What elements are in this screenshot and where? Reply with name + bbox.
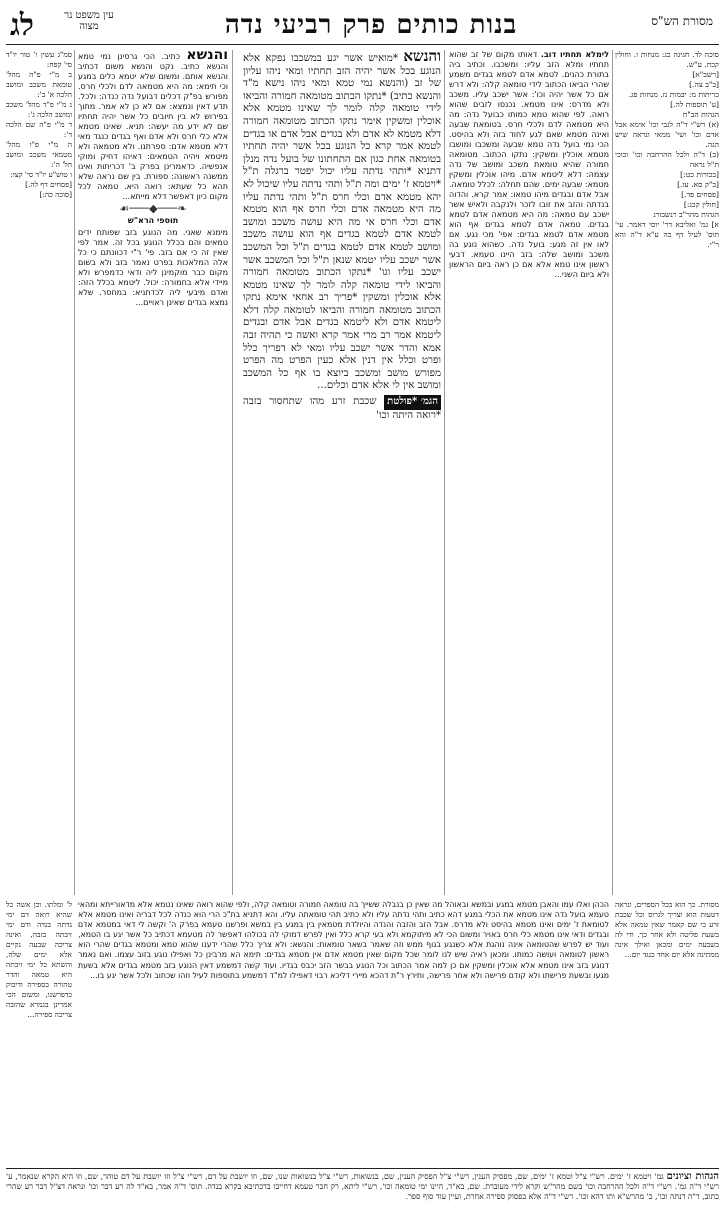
ein-mishpat-label: עין משפט נר מצוה: [64, 10, 114, 32]
margin-left-text: סמ"ג עשין ו' טור יו"ד סי' קפח: ב מ"י פ"ה מהל' טומאת משכב ומושב הלכה א' ב': ג מ"י פ"ד מהל' משכב ומושב הלכה ג': ד מ"י פ"ה שם הלכה ד': ה מ"י פ"ו מהל' מטמאי משכב ומושב הל' ה': ו טוש"ע יו"ד סי' קצו: [פסחים דף לה.] [סוכה כה:]: [6, 50, 72, 199]
rashi-text: דאותו מקום של זב שהוא תחתיו ומלא הזב עליו: ומשכבו. וכתיב ביה בתורת כהנים. לטמא אדם לטמא בגדים משמע שהרי הביאו הכתוב לידי טומאה קלה: ולא דרש אם כל אשר יהיה וכו': אשר ישכב עליו. משכב ולא מדרס: אינו מטמא. נכנסו לזבים שהוא רואה. לפי שהוא טמא כמותו כבועל נדה: מה היא מטמאה לדם ולכלי חרס. בטומאת שבעה ואינה מטמא שאם לגע לחוד בזה ולא בהיסט. הכי נמי בועל נדה טמא שבעה ומשכבו ומושבו מטמא אוכלין ומשקין: נתקו הכתוב. מטומאה חמורה שהיא טומאת משכב ומושב של נדה עצמה: דלא ליטמא אדם. מיהו אוכלין ומשקין מטמא: שבעה ימים. שהם תחלה: לכלל טומאה. אבל אדם ובגדים מיהו טמאו: אמר קרא. והדוה בנדתה והזב את זובו לזכר ולנקבה ולאיש אשר ישכב עם טמאה: מה היא מטמאה אדם לטמא בגדים. טמאה אדם לטמא בגדים אף הוא מטמא אדם לטמא בגדים: אפי' מכי נגע. אם לאו אין זה מגע: בועל נדה. כשהוא נוגע בה משכב ומושב שלה: בזב היינו טעמא. דבעי ראשון אינו טמא אלא אם כן ראה ביום הראשון ולא ביום השני...: [449, 50, 609, 279]
footnote-divider: [6, 1168, 719, 1169]
footnotes-label: הגהות וציונים: [666, 1172, 719, 1182]
footnotes-block: [6, 1172, 719, 1220]
folio-number: לג: [10, 8, 34, 43]
bottom-commentary: הכהן ואלו עמו והאבן מטמא במגע ובמשא ובאוהל מה שאין כן בנבלה ששייך בה טומאה חמורה וטומאה קלה, ולפי שהוא רואה שאינו נטמא אלא מדאורייתא ומהאי טעמא בועל נדה אינו מטמא את הכלי במגע דהא כתיב ותהי נדתה עליו ולא כתיב תהי טומאתה עליו. והא דתניא בת"כ הרי הוא כנדה לכל דבריה ואינו מטמא אלא לטומאת ז' ימים ואינו מטמא בהיסט ולא מדרס. אבל הזב והזבה והנדה והיולדת מטמאין בין במגע בין במשא ופרשנו טעמא בפרק ה' וקשה לי דאי במטמא אדם ובגדים ודאי אינו מטמא כלי חרס באויר ומשום הכי לא מיתוקמא ולא בעי קרא כלל ואין לפרש דמוקי לה בכולהו דאפשר לה מטעמא דכתיב כל אשר יגע בו הטמא, ועוד יש לפרש שהטומאה אינה נוהגת אלא כשנגע בגוף ממש וזה שאמר בשאר טומאות: והנשא: ולא צריך כלל שהרי ידענו שהוא טמא ומטמא בגדים שהרי הוא ראשון לטומאה ועושה כמותו. ומכאן ראיה שיש לנו לומר שכל מקום שאין מטמא אדם אין מטמא בגדים: תימא הא מרבינן כל ואפילו נוגע בזוב עצמו. ואם נאמר דנוגע בזב אינו מטמא אלא אוכלין ומשקין אם כן למה אמר הכתוב וכל הנוגע בבשר הזב יכבס בגדיו. ועוד קשה דמשמע דאין הנוגע בזב מטמא בגדים אלא בשעת מגעו ובשעת פרישתו ולא קודם פרישה ולא אחר פרישה, ותירץ ר"ת דהכא מיירי דליכא רבוי דאפילו למ"ד דמשמע בתוספות לעיל וזהו שכתוב ולכל אשר יגע בו...: [78, 900, 609, 980]
tosafot-rosh-text: מימנא שאני. מה הנוגע בזב שפותח ידים טמאים והם בכלל הנוגע בכל זה. אמר לפי שאין זה כי אם בזב. פי' ר"י דכוונתם כי כל אלה המלאכות בפרט נאמר בזב ולא בשום מקום כבר מוקמינן ליה ודאי כדמפרש ולא מיידי אלא בחמורה: יכול. ליטמא בכלל הזה: ואדם מיבעי ליה לכדתניא: במחסר. שלא נמצא בגדים שאינן ראויים...: [78, 228, 228, 307]
page-title: בנות כותים פרק רביעי נדה: [224, 10, 518, 40]
footnotes-text: גמ' ויטמא ז' ימים. רש"י צ"ל וטמא ז' ימים, שם, מפסיק הענין, רש"י צ"ל הפסיק הענין, שם, בנשואות, רש"י צ"ל בנשואות שנו, שם, וזו יושבת על דם, רש"י צ"ל וזו יושבת על דם טוהר, שם, וזו היא הקרא שנאמר, ע' רש"י ד"ה גמ'. רש"י ד"ה ולכל ההרחבה וכו' בשם מהר"ש וקרא לידי מעוברת. שם, בא"ד, היינו ימי טומאה וכו', רש"י ליתא, רק חבר טעמא דחייבו בדכתיבא בקרא בנדה. תוס' ד"ה אמר, בא"ד לה רע דבר וכו' ונראה דצ"ל דבר רע שהרי כתוב, ד"ה דנתה וכו', כ' מהרש"א ותו דהא וכו'. רש"י ד"ה אלא בפסוק ספירה אחרת, ועיין עוד סוף ספר.: [6, 1172, 719, 1201]
margin-right-notes: [615, 50, 719, 870]
tosafot-text: כתיב. הכי גרסינן נמי טמא והנשא כתיב. נקט והנשא משום דכתיב והנשא אותם. ומשום שלא יטמא כלים במגע וכי תימא: מה היא מטמאה לדם ולכלי חרס. מפורש בפ"ק דכלים דבועל נדה כנדה: ולכל. תדע דאין ונמצא: אם לא כן לא אמר. מתוך בפירוש לא בין חיובים כל אשר יהיה תחתיו שם לא ידע מה יעשה: תניא. שאינו מטמא אלא כלי חרס ולא אדם ואף בגדים כנגד מאי דלא מטמא אדם: ספרתנו. ולא מטמאה ולא מיטמא ויהיה הטמאים: דאיהו דחיק ומוקי אנפשיה. כדאמרינן בפרק ב' דכריתות ואינו ממשנה ראשונה: ספורת. בין שם נראה שלא תהא כל שעתא: רואה היא. טמאה לכל מקום כיון דאפשר דלא מייתא...: [78, 52, 228, 201]
column-divider: [232, 50, 233, 895]
tosafot-column: [78, 50, 228, 895]
ornament-divider: ❧───◆───☙: [119, 202, 187, 215]
margin-right-text: סוכה לד. חגיגה כג: מנחות ו. וחולין קכח. ע"ש. [רשב"א] [ב"ב צה.] כריתות מ: יבמות נז. מנחות פג. [ע' תוספות לה.] הגהות הב"ח (א) רש"י ד"ה לגבי וכו' אימא אבל אדם וכו' ושי' ממאי ונראה שיש הגה. (ב) ד"ה ולכל ההרחבה וכו' וכוכי ת"ל נראה [בכורות כט:] [ב"ק סא. עו.] [פסחים פד.] [חולין קכג:] הגהות מהר"ב רנשבורג א] גמ' ואליבא דר' יוסי דאמר. עי' תוס' לעיל דף כה ע"א ד"ה והא ר"י.: [615, 50, 719, 249]
tosafot-lead: והנשא: [186, 50, 228, 63]
page-header: [6, 8, 719, 42]
column-divider: [612, 50, 613, 895]
masoret-label: מסורת הש"ס: [651, 14, 713, 28]
bottom-left-notes: ל' ומלתו. וכן אשה כל שהיא רואה דם ימי נדתה בנדה ודם ימי זיבתה בזבה, ואינה צריכה שבעה נקיים אלא ימים שלה, והשתא כל ימי זיבתה היא טמאה והדר טהורה בספירה ודיבוק כדפרשנו, ומשום הכי אמרינן בגמרא שהזבה צריכה ספירה...: [6, 900, 72, 1019]
mishna-marker: הגמ׳ *פולטת: [384, 395, 441, 410]
gemara-column: [243, 50, 441, 895]
header-divider: [6, 44, 719, 45]
column-divider: [444, 50, 445, 895]
tosafot-rosh-heading: תוספי הרא"ש: [127, 216, 179, 225]
bottom-right-notes: מסורת. כך הוא בכל הספרים, ונראה דטעות הוא וצריך לגרוס וכל שכבת זרע כי שם קאמר שאין טמאה אלא בשעת פליטה ולא אחר כך. ודי לה בשבעה ימים ומכאן ואילך אינה ממתינה אלא יום אחד כנגד יום...: [615, 900, 719, 959]
column-divider: [74, 50, 75, 895]
rashi-lead: לימלא תחתיו דוב.: [540, 50, 609, 59]
margin-left-notes: [6, 50, 72, 870]
gemara-text: *מואיש אשר יגע במשכבו נפקא אלא הנוגע בכל אשר יהיה הזב תחתיו ומאי ניהו עליון של זב (והנשא נמי טמא ומאי ניהו נישא מ"ד והנשא כתיב) *נתקו הכתוב מטומאה חמורה והביאו לידי טומאה קלה לומר לך שאינו מטמא אלא אוכלין ומשקין אימר נתקו הכתוב מטומאה חמורה דלא מטמא לא אדם ולא בגדים אבל אדם או בגדים לטמא אמר קרא כל הנוגע בכל אשר יהיה תחתיו בטומאה אחת כגון אם התחתונו של בועל נדה מנלן דתניא *ותהי נדתה עליו יכול יפטר ברגלה ת"ל *ויטמא ז' ימים ומה ת"ל ותהי נדתה עליו שיכול לא יהא מטמא אדם וכלי חרס ת"ל ותהי נדתה עליו מה היא מטמאה אדם וכלי חרס אף הוא מטמא אדם וכלי חרס אי מה היא עושה משכב ומושב לטמא אדם לטמא בגדים אף הוא עושה משכב ומושב לטמא אדם לטמא בגדים ת"ל וכל המשכב אשר ישכב עליו יטמא שנאן ת"ל וכל המשכב אשר ישכב עליו וגו' *נתקו הכתוב מטומאה חמורה והביאו לידי טומאה קלה לומר לך שאינו מטמא אלא אוכלין ומשקין *פריך רב אחאי אימא נתקו הכתוב מטומאה חמורה והביאו לטומאה קלה דלא ליטמא אדם ולא ליטמא בגדים אבל אדם ובגדים ליטמא אמר רב מרי אמר קרא ואשה כי תהיה זבה אמא והדר אשר ישכב עליו ומאי לא דפריך כלל ופרט וכלל אין דנין אלא כעין הפרט מה הפרט מפורש מושב ומשכב ביוצא בו אף כל המשכב ומושב אין לי אלא אדם וכלים...: [243, 53, 441, 392]
rashi-column: [449, 50, 609, 895]
gemara-lead-word: והנשא: [403, 50, 441, 65]
gemara-tail: שכבת זרע מהו שתחסור בזבה *רואה היתה וכו': [243, 396, 441, 421]
